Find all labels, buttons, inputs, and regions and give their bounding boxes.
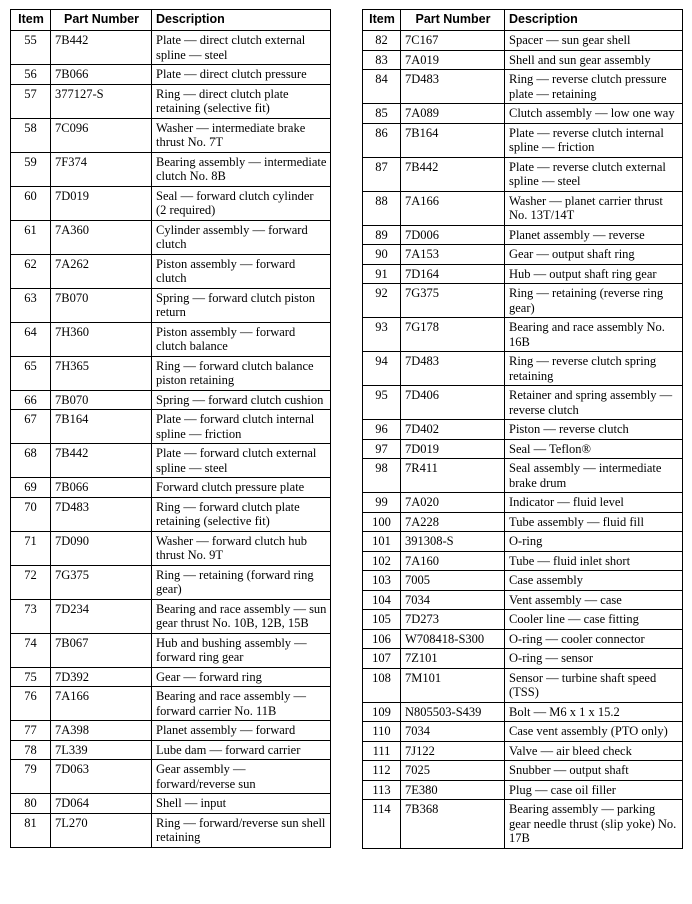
item-number: 103 [363, 571, 401, 591]
part-number: 7B164 [51, 410, 152, 444]
table-row [11, 118, 331, 152]
item-number: 55 [11, 31, 51, 65]
table-row [363, 386, 683, 420]
item-number: 100 [363, 512, 401, 532]
part-description: Bearing assembly — intermediate clutch No. 8B [152, 152, 331, 186]
table-row [11, 31, 331, 65]
part-description: Gear — output shaft ring [505, 245, 683, 265]
table-row [363, 741, 683, 761]
part-description: Ring — forward clutch plate retaining (selective fit) [152, 497, 331, 531]
part-description: Clutch assembly — low one way [505, 104, 683, 124]
part-number: 7B442 [51, 444, 152, 478]
item-number: 64 [11, 322, 51, 356]
part-number: 7G375 [51, 565, 152, 599]
part-number: 7A019 [401, 50, 505, 70]
item-number: 96 [363, 420, 401, 440]
part-number: N805503-S439 [401, 702, 505, 722]
item-number: 114 [363, 800, 401, 849]
part-description: Retainer and spring assembly — reverse clutch [505, 386, 683, 420]
part-number: 7J122 [401, 741, 505, 761]
part-number: 7A089 [401, 104, 505, 124]
part-number: 7B067 [51, 633, 152, 667]
part-number: 7L339 [51, 740, 152, 760]
table-row [363, 532, 683, 552]
item-number: 94 [363, 352, 401, 386]
item-number: 61 [11, 220, 51, 254]
part-description: Hub and bushing assembly — forward ring gear [152, 633, 331, 667]
part-description: Hub — output shaft ring gear [505, 264, 683, 284]
part-description: Ring — forward clutch balance piston retaining [152, 356, 331, 390]
part-number: 7D483 [401, 352, 505, 386]
part-number: 7C096 [51, 118, 152, 152]
table-row [11, 322, 331, 356]
item-number: 109 [363, 702, 401, 722]
item-number: 73 [11, 599, 51, 633]
part-description: Seal — forward clutch cylinder (2 required) [152, 186, 331, 220]
part-number: 7A166 [401, 191, 505, 225]
part-number: 7A020 [401, 493, 505, 513]
item-number: 104 [363, 590, 401, 610]
table-header-row [11, 10, 331, 31]
item-number: 99 [363, 493, 401, 513]
part-number: 7034 [401, 722, 505, 742]
part-number: 7G178 [401, 318, 505, 352]
part-description: Bearing and race assembly — forward carrier No. 11B [152, 687, 331, 721]
item-number: 90 [363, 245, 401, 265]
item-number: 82 [363, 31, 401, 51]
item-number: 107 [363, 649, 401, 669]
part-number: 7A262 [51, 254, 152, 288]
table-row [11, 186, 331, 220]
table-row [363, 318, 683, 352]
part-number: 7B442 [401, 157, 505, 191]
table-row [363, 264, 683, 284]
part-description: Snubber — output shaft [505, 761, 683, 781]
part-number: 7034 [401, 590, 505, 610]
part-number: 7A398 [51, 721, 152, 741]
table-row [363, 459, 683, 493]
part-number: 7B070 [51, 288, 152, 322]
table-row [363, 284, 683, 318]
part-number: 7C167 [401, 31, 505, 51]
item-number: 105 [363, 610, 401, 630]
part-number: 7D064 [51, 794, 152, 814]
part-description: Planet assembly — forward [152, 721, 331, 741]
table-row [363, 352, 683, 386]
part-number: 7005 [401, 571, 505, 591]
item-number: 87 [363, 157, 401, 191]
item-number: 72 [11, 565, 51, 599]
part-number: 391308-S [401, 532, 505, 552]
table-row [11, 667, 331, 687]
part-description: Spring — forward clutch piston return [152, 288, 331, 322]
part-description: Case vent assembly (PTO only) [505, 722, 683, 742]
part-description: Tube assembly — fluid fill [505, 512, 683, 532]
item-number: 85 [363, 104, 401, 124]
item-number: 68 [11, 444, 51, 478]
table-row [11, 721, 331, 741]
item-number: 113 [363, 780, 401, 800]
table-row [11, 497, 331, 531]
part-description: O-ring — cooler connector [505, 629, 683, 649]
table-row [11, 565, 331, 599]
table-row [11, 687, 331, 721]
part-number: 7A153 [401, 245, 505, 265]
table-row [363, 512, 683, 532]
part-description: Plate — forward clutch internal spline — friction [152, 410, 331, 444]
part-number: 7D063 [51, 760, 152, 794]
table-row [363, 245, 683, 265]
part-description: Ring — direct clutch plate retaining (selective fit) [152, 84, 331, 118]
part-description: Gear assembly — forward/reverse sun [152, 760, 331, 794]
part-description: Ring — retaining (forward ring gear) [152, 565, 331, 599]
table-row [11, 410, 331, 444]
part-description: Ring — retaining (reverse ring gear) [505, 284, 683, 318]
table-row [363, 420, 683, 440]
parts-table-left [10, 9, 331, 848]
table-row [363, 571, 683, 591]
table-row [363, 629, 683, 649]
item-number: 86 [363, 123, 401, 157]
header-item: Item [11, 10, 51, 31]
table-row [363, 31, 683, 51]
part-number: 7L270 [51, 813, 152, 847]
table-row [363, 551, 683, 571]
part-number: 7D090 [51, 531, 152, 565]
part-description: Bearing assembly — parking gear needle thrust (slip yoke) No. 17B [505, 800, 683, 849]
part-number: W708418-S300 [401, 629, 505, 649]
table-row [363, 157, 683, 191]
table-row [11, 65, 331, 85]
header-part-number: Part Number [401, 10, 505, 31]
part-description: Plate — reverse clutch external spline — steel [505, 157, 683, 191]
part-number: 7Z101 [401, 649, 505, 669]
table-row [11, 760, 331, 794]
table-row [363, 493, 683, 513]
part-description: Plate — direct clutch external spline — steel [152, 31, 331, 65]
table-row [363, 722, 683, 742]
part-description: Lube dam — forward carrier [152, 740, 331, 760]
parts-table-right [362, 9, 683, 849]
part-description: Bearing and race assembly — sun gear thrust No. 10B, 12B, 15B [152, 599, 331, 633]
part-description: O-ring — sensor [505, 649, 683, 669]
part-description: Plate — reverse clutch internal spline — friction [505, 123, 683, 157]
item-number: 92 [363, 284, 401, 318]
table-row [363, 104, 683, 124]
item-number: 106 [363, 629, 401, 649]
item-number: 76 [11, 687, 51, 721]
part-number: 7B442 [51, 31, 152, 65]
part-description: Bearing and race assembly No. 16B [505, 318, 683, 352]
part-number: 7B066 [51, 478, 152, 498]
item-number: 108 [363, 668, 401, 702]
part-number: 7B164 [401, 123, 505, 157]
table-row [11, 84, 331, 118]
item-number: 83 [363, 50, 401, 70]
part-number: 7D234 [51, 599, 152, 633]
part-number: 7D483 [401, 70, 505, 104]
item-number: 65 [11, 356, 51, 390]
part-number: 7H365 [51, 356, 152, 390]
item-number: 112 [363, 761, 401, 781]
item-number: 77 [11, 721, 51, 741]
table-body-right [363, 31, 683, 849]
item-number: 95 [363, 386, 401, 420]
item-number: 81 [11, 813, 51, 847]
part-number: 7B070 [51, 390, 152, 410]
part-number: 7G375 [401, 284, 505, 318]
table-row [363, 123, 683, 157]
part-number: 7D483 [51, 497, 152, 531]
part-number: 7D406 [401, 386, 505, 420]
table-row [11, 794, 331, 814]
item-number: 88 [363, 191, 401, 225]
part-number: 7A360 [51, 220, 152, 254]
item-number: 63 [11, 288, 51, 322]
header-description: Description [152, 10, 331, 31]
part-description: Plate — forward clutch external spline — steel [152, 444, 331, 478]
part-number: 7A228 [401, 512, 505, 532]
table-row [363, 702, 683, 722]
part-description: Ring — forward/reverse sun shell retaining [152, 813, 331, 847]
part-description: Ring — reverse clutch pressure plate — retaining [505, 70, 683, 104]
table-row [11, 478, 331, 498]
item-number: 98 [363, 459, 401, 493]
part-number: 7D019 [51, 186, 152, 220]
item-number: 111 [363, 741, 401, 761]
part-number: 377127-S [51, 84, 152, 118]
item-number: 62 [11, 254, 51, 288]
table-row [11, 390, 331, 410]
part-description: O-ring [505, 532, 683, 552]
part-number: 7025 [401, 761, 505, 781]
table-row [363, 191, 683, 225]
item-number: 56 [11, 65, 51, 85]
part-description: Piston assembly — forward clutch balance [152, 322, 331, 356]
item-number: 70 [11, 497, 51, 531]
table-row [363, 70, 683, 104]
part-description: Seal assembly — intermediate brake drum [505, 459, 683, 493]
part-number: 7D019 [401, 439, 505, 459]
header-part-number: Part Number [51, 10, 152, 31]
table-header-row [363, 10, 683, 31]
header-item: Item [363, 10, 401, 31]
part-description: Shell and sun gear assembly [505, 50, 683, 70]
item-number: 110 [363, 722, 401, 742]
part-number: 7D164 [401, 264, 505, 284]
part-number: 7B066 [51, 65, 152, 85]
table-row [11, 633, 331, 667]
part-number: 7D006 [401, 225, 505, 245]
part-number: 7R411 [401, 459, 505, 493]
part-description: Shell — input [152, 794, 331, 814]
part-description: Spacer — sun gear shell [505, 31, 683, 51]
part-description: Ring — reverse clutch spring retaining [505, 352, 683, 386]
part-description: Seal — Teflon® [505, 439, 683, 459]
item-number: 91 [363, 264, 401, 284]
table-row [11, 288, 331, 322]
part-description: Cooler line — case fitting [505, 610, 683, 630]
part-number: 7M101 [401, 668, 505, 702]
part-number: 7A160 [401, 551, 505, 571]
table-row [11, 254, 331, 288]
table-row [11, 813, 331, 847]
table-row [11, 152, 331, 186]
part-number: 7A166 [51, 687, 152, 721]
item-number: 74 [11, 633, 51, 667]
part-description: Bolt — M6 x 1 x 15.2 [505, 702, 683, 722]
part-number: 7B368 [401, 800, 505, 849]
table-row [11, 444, 331, 478]
table-row [363, 610, 683, 630]
table-row [363, 780, 683, 800]
item-number: 84 [363, 70, 401, 104]
part-description: Washer — intermediate brake thrust No. 7T [152, 118, 331, 152]
item-number: 89 [363, 225, 401, 245]
part-description: Vent assembly — case [505, 590, 683, 610]
table-row [363, 439, 683, 459]
part-description: Cylinder assembly — forward clutch [152, 220, 331, 254]
table-row [11, 599, 331, 633]
item-number: 80 [11, 794, 51, 814]
table-row [363, 800, 683, 849]
part-number: 7H360 [51, 322, 152, 356]
item-number: 93 [363, 318, 401, 352]
table-row [363, 668, 683, 702]
part-description: Sensor — turbine shaft speed (TSS) [505, 668, 683, 702]
table-row [363, 225, 683, 245]
part-description: Forward clutch pressure plate [152, 478, 331, 498]
table-row [363, 50, 683, 70]
item-number: 58 [11, 118, 51, 152]
item-number: 57 [11, 84, 51, 118]
table-row [11, 531, 331, 565]
item-number: 79 [11, 760, 51, 794]
part-description: Tube — fluid inlet short [505, 551, 683, 571]
part-description: Case assembly [505, 571, 683, 591]
part-number: 7D273 [401, 610, 505, 630]
part-description: Planet assembly — reverse [505, 225, 683, 245]
part-number: 7F374 [51, 152, 152, 186]
item-number: 60 [11, 186, 51, 220]
item-number: 102 [363, 551, 401, 571]
part-description: Washer — forward clutch hub thrust No. 9T [152, 531, 331, 565]
item-number: 69 [11, 478, 51, 498]
table-row [363, 761, 683, 781]
item-number: 59 [11, 152, 51, 186]
item-number: 67 [11, 410, 51, 444]
part-description: Piston — reverse clutch [505, 420, 683, 440]
item-number: 97 [363, 439, 401, 459]
table-row [11, 740, 331, 760]
item-number: 71 [11, 531, 51, 565]
part-description: Gear — forward ring [152, 667, 331, 687]
item-number: 75 [11, 667, 51, 687]
table-row [11, 220, 331, 254]
part-number: 7D402 [401, 420, 505, 440]
part-description: Washer — planet carrier thrust No. 13T/14T [505, 191, 683, 225]
table-row [363, 649, 683, 669]
item-number: 66 [11, 390, 51, 410]
part-description: Valve — air bleed check [505, 741, 683, 761]
item-number: 101 [363, 532, 401, 552]
table-row [363, 590, 683, 610]
part-number: 7D392 [51, 667, 152, 687]
table-row [11, 356, 331, 390]
part-description: Spring — forward clutch cushion [152, 390, 331, 410]
part-description: Plug — case oil filler [505, 780, 683, 800]
header-description: Description [505, 10, 683, 31]
part-description: Indicator — fluid level [505, 493, 683, 513]
part-description: Plate — direct clutch pressure [152, 65, 331, 85]
item-number: 78 [11, 740, 51, 760]
part-description: Piston assembly — forward clutch [152, 254, 331, 288]
table-body-left [11, 31, 331, 848]
part-number: 7E380 [401, 780, 505, 800]
